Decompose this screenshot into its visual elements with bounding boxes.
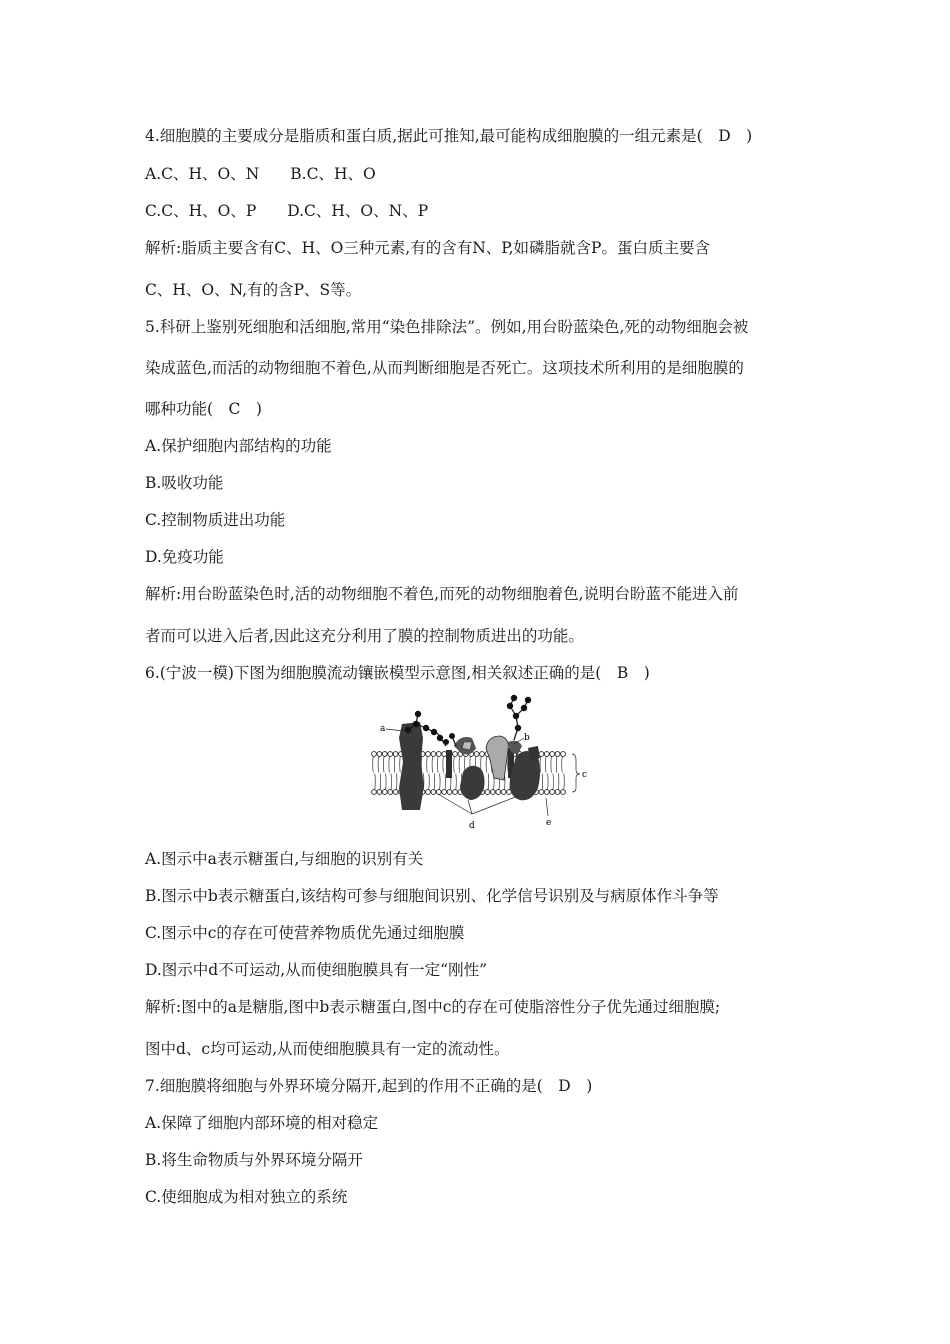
lipid-head	[501, 790, 506, 795]
lipid-tail	[486, 757, 487, 773]
q7-option-c: C.使细胞成为相对独立的系统	[145, 1188, 348, 1206]
lipid-head	[496, 790, 501, 795]
lipid-tail	[546, 757, 547, 773]
diagram-label-a: a	[380, 724, 386, 734]
lipid-head	[474, 752, 479, 757]
lipid-head	[561, 752, 566, 757]
lipid-tail	[400, 757, 401, 773]
lipid-head	[539, 752, 544, 757]
lipid-tail	[556, 757, 557, 773]
q5-analysis-line1: 解析:用台盼蓝染色时,活的动物细胞不着色,而死的动物细胞着色,说明台盼蓝不能进入前	[145, 585, 739, 603]
membrane-diagram	[368, 688, 590, 832]
lipid-head	[426, 790, 431, 795]
q6-option-b: B.图示中b表示糖蛋白,该结构可参与细胞间识别、化学信号识别及与病原体作斗争等	[145, 887, 719, 905]
lipid-head	[372, 752, 377, 757]
q5-option-b: B.吸收功能	[145, 474, 224, 492]
lipid-tail	[434, 774, 435, 790]
diagram-label-b: b	[524, 733, 530, 743]
lipid-tail	[389, 757, 390, 773]
lipid-tail	[443, 757, 444, 773]
left-channel-protein	[399, 722, 424, 810]
q5-option-a: A.保护细胞内部结构的功能	[145, 437, 332, 455]
lipid-tail	[432, 757, 433, 773]
lipid-tail	[445, 774, 446, 790]
q4-stem: 4.细胞膜的主要成分是脂质和蛋白质,据此可推知,最可能构成细胞膜的一组元素是( D )	[145, 127, 753, 145]
q7-stem: 7.细胞膜将细胞与外界环境分隔开,起到的作用不正确的是( D )	[145, 1077, 593, 1095]
lipid-tail	[380, 774, 381, 790]
lipid-tail	[564, 774, 565, 790]
q5-stem-line1: 5.科研上鉴别死细胞和活细胞,常用“染色排除法”。例如,用台盼蓝染色,死的动物细胞会被	[145, 318, 749, 336]
lipid-head	[480, 752, 485, 757]
lipid-head	[453, 790, 458, 795]
q5-option-d: D.免疫功能	[145, 548, 224, 566]
lipid-head	[377, 752, 382, 757]
lipid-head	[388, 790, 393, 795]
lipid-tail	[438, 757, 439, 773]
lipid-head	[377, 790, 382, 795]
q6-stem: 6.(宁波一模)下图为细胞膜流动镶嵌模型示意图,相关叙述正确的是( B )	[145, 664, 650, 682]
lipid-tail	[456, 774, 457, 790]
lipid-head	[393, 752, 398, 757]
lipid-tail	[396, 774, 397, 790]
q4-options-row2: C.C、H、O、P D.C、H、O、N、P	[145, 202, 429, 220]
lipid-tail	[391, 774, 392, 790]
lipid-tail	[386, 774, 387, 790]
q6-analysis-line2: 图中d、c均可运动,从而使细胞膜具有一定的流动性。	[145, 1040, 510, 1058]
lipid-head	[393, 790, 398, 795]
peripheral-protein-d	[460, 766, 485, 800]
lipid-tail	[540, 757, 541, 773]
lipid-head	[447, 790, 452, 795]
lipid-head	[550, 752, 555, 757]
lipid-tail	[384, 757, 385, 773]
q6-analysis-line1: 解析:图中的a是糖脂,图中b表示糖蛋白,图中c的存在可使脂溶性分子优先通过细胞膜;	[145, 998, 721, 1016]
lipid-head	[442, 752, 447, 757]
lipid-head	[382, 790, 387, 795]
lipid-head	[539, 790, 544, 795]
lipid-head	[453, 752, 458, 757]
lipid-head	[431, 790, 436, 795]
lipid-head	[426, 752, 431, 757]
q6-option-d: D.图示中d不可运动,从而使细胞膜具有一定“刚性”	[145, 961, 488, 979]
q5-stem-line3: 哪种功能( C )	[145, 400, 262, 418]
lipid-tail	[454, 757, 455, 773]
glycoprotein-chain-left	[444, 734, 456, 746]
lipid-head	[485, 790, 490, 795]
lipid-head	[555, 752, 560, 757]
lipid-head	[490, 790, 495, 795]
q7-option-b: B.将生命物质与外界环境分隔开	[145, 1151, 363, 1169]
lipid-head	[544, 752, 549, 757]
q4-analysis-line2: C、H、O、N,有的含P、S等。	[145, 281, 362, 299]
lipid-head	[555, 790, 560, 795]
lipid-tail	[378, 757, 379, 773]
lipid-head	[436, 790, 441, 795]
q5-option-c: C.控制物质进出功能	[145, 511, 286, 529]
lipid-tail	[429, 774, 430, 790]
lipid-head	[544, 790, 549, 795]
lipid-head	[388, 752, 393, 757]
diagram-label-c: c	[582, 770, 588, 780]
lipid-tail	[394, 757, 395, 773]
q4-analysis-line1: 解析:脂质主要含有C、H、O三种元素,有的含有N、P,如磷脂就含P。蛋白质主要含	[145, 239, 710, 257]
lipid-tail	[373, 757, 374, 773]
lipid-tail	[548, 774, 549, 790]
lipid-head	[431, 752, 436, 757]
lipid-tail	[558, 774, 559, 790]
lipid-head	[561, 790, 566, 795]
lipid-head	[382, 752, 387, 757]
lipid-tail	[427, 757, 428, 773]
lipid-tail	[562, 757, 563, 773]
lipid-tail	[551, 757, 552, 773]
lipid-head	[372, 790, 377, 795]
lipid-head	[442, 790, 447, 795]
q4-options-row1: A.C、H、O、N B.C、H、O	[145, 165, 376, 183]
lipid-tail	[542, 774, 543, 790]
lipid-tail	[440, 774, 441, 790]
lipid-tail	[375, 774, 376, 790]
glycoprotein-left	[454, 737, 476, 754]
lipid-head	[436, 752, 441, 757]
diagram-label-e: e	[546, 818, 552, 828]
q6-option-c: C.图示中c的存在可使营养物质优先通过细胞膜	[145, 924, 465, 942]
lipid-tail	[488, 774, 489, 790]
q7-option-a: A.保障了细胞内部环境的相对稳定	[145, 1114, 379, 1132]
lipid-tail	[553, 774, 554, 790]
q5-analysis-line2: 者而可以进入后者,因此这充分利用了膜的控制物质进出的功能。	[145, 627, 584, 645]
diagram-label-d: d	[469, 821, 475, 831]
q5-stem-line2: 染成蓝色,而活的动物细胞不着色,从而判断细胞是否死亡。这项技术所利用的是细胞膜的	[145, 359, 744, 377]
q6-option-a: A.图示中a表示糖蛋白,与细胞的识别有关	[145, 850, 424, 868]
lipid-head	[550, 790, 555, 795]
lipid-tail	[459, 757, 460, 773]
